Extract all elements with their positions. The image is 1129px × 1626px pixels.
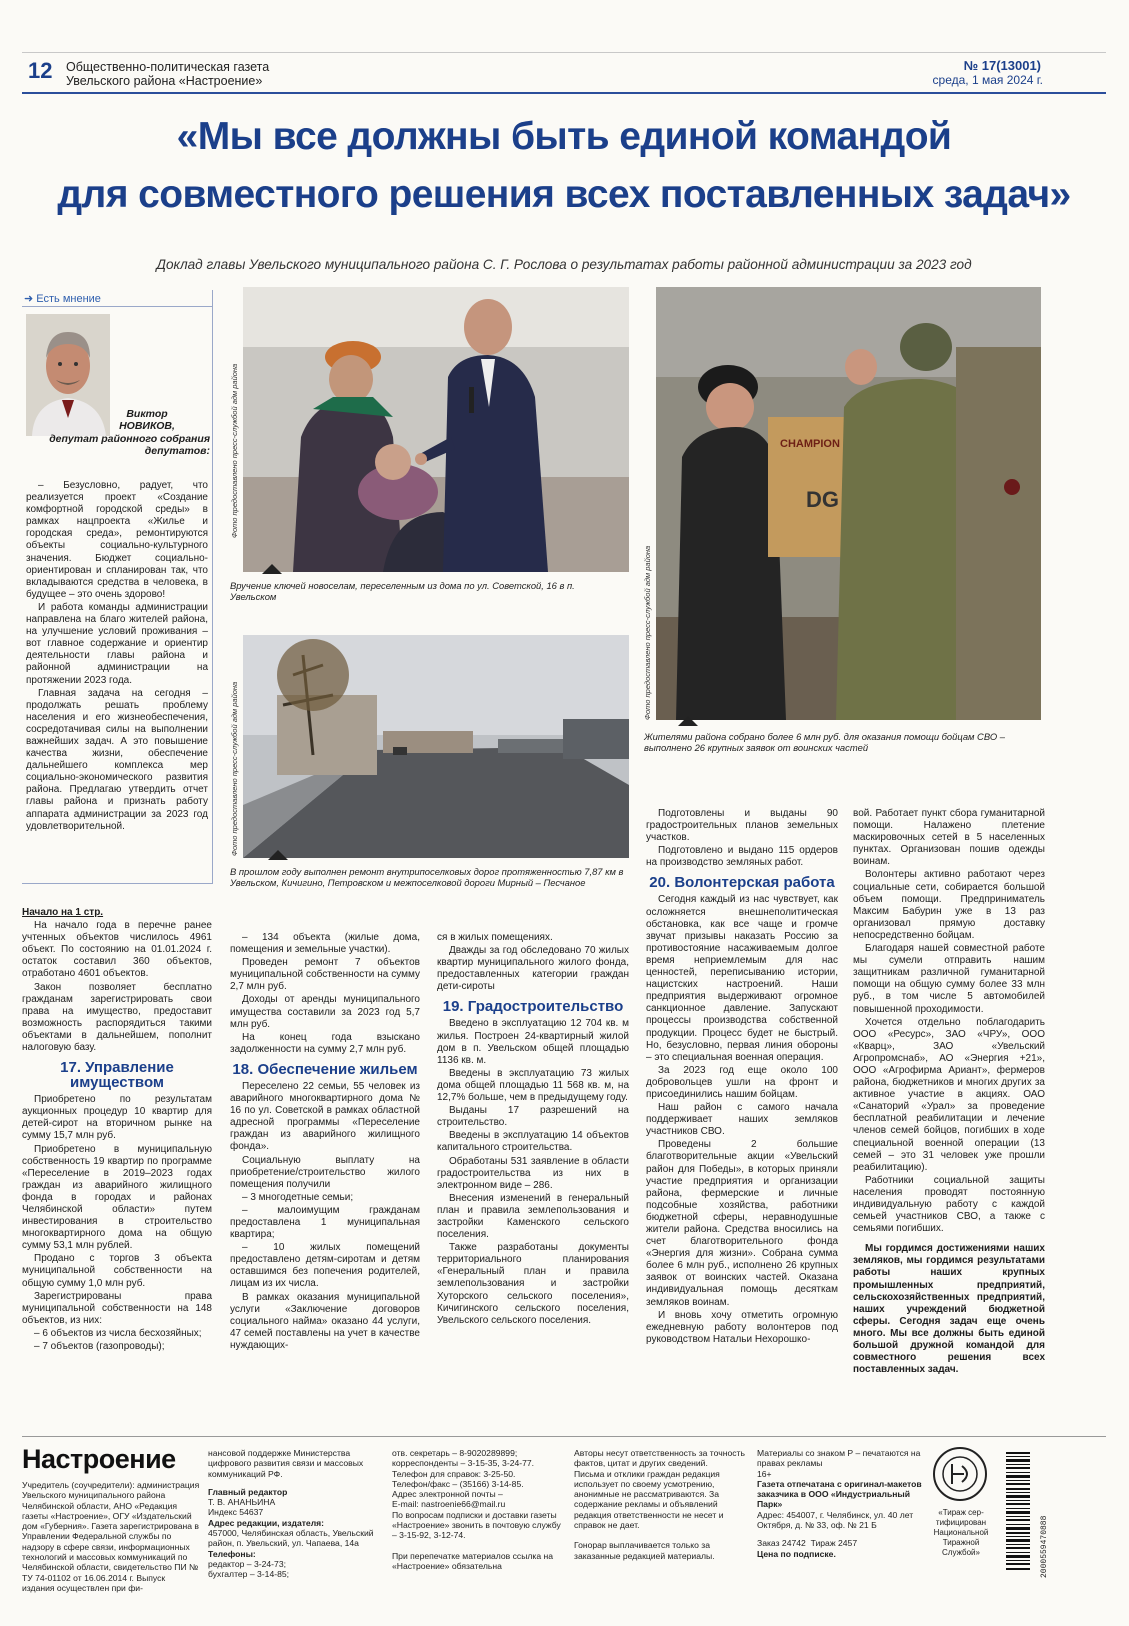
- footer-legal: [574, 1448, 746, 1561]
- order-circulation: Заказ 24742 Тираж 2457: [757, 1538, 858, 1549]
- text-paragraph: вой. Работает пункт сбора гуманитарной помощи. Налажено плетение маскировочных сетей в 5 населенных пунктах. Организован пошив одежды воинам.: [853, 808, 1045, 868]
- opinion-rubric-label: Есть мнение: [36, 293, 101, 305]
- price: Цена по подписке.: [757, 1548, 836, 1559]
- author-name: [102, 408, 192, 432]
- opinion-paragraph: И работа команды администрации направлена на благо жителей района, на улучшение условий проживания – вот главное содержание и ориентир деятельности главы района и районной администрации на протяжении 2023 года.: [26, 601, 208, 686]
- phone-correspondents: корреспонденты – 3-15-35, 3-24-77.: [392, 1458, 535, 1469]
- issue-date: среда, 1 мая 2024 г.: [932, 73, 1043, 87]
- text-paragraph: Приобретено по результатам аукционных процедур 10 квартир для детей-сирот на вторичном рынке на сумму 15,7 млн руб.: [22, 1094, 212, 1142]
- section-heading-20: 20. Волонтерская работа: [649, 874, 835, 892]
- author-role: депутат районного собрания депутатов:: [49, 433, 210, 457]
- section-heading-17: 17. Управление имуществом: [60, 1059, 174, 1092]
- section-heading-18: 18. Обеспечение жильем: [232, 1060, 418, 1078]
- footer-support: нансовой поддержке Министерства цифрового развития связи и массовых коммуникаций РФ.: [208, 1448, 364, 1479]
- barcode-number: 2000559470888: [1040, 1515, 1049, 1578]
- text-paragraph: Сегодня каждый из нас чувствует, как осложняется внешнеполитическая обстановка, как все чаще и громче звучат призывы наказать Россию за противостояние насаживаемым долгое время неприемлемым для нас ценностей, переписыванию истории, нацистских настроений. Наши предприятия выдерживают огромное санкционное давление. Запускают процессы производства собственной продукции. Процесс будет не быстрый. Но, безусловно, первая линия обороны – это специальная военная операция.: [646, 894, 838, 1063]
- box-label: CHAMPION: [780, 438, 840, 450]
- text-paragraph: Введены в эксплуатацию 14 объектов капитального строительства.: [437, 1130, 629, 1154]
- email-label: Адрес электронной почты –: [392, 1489, 503, 1500]
- editor-name: Т. В. АНАНЬИНА: [208, 1497, 276, 1508]
- address-label: Адрес редакции, издателя:: [208, 1517, 325, 1528]
- text-paragraph: – малоимущим гражданам предоставлена 1 муниципальная квартира;: [230, 1204, 420, 1241]
- text-paragraph: Выданы 17 разрешений на строительство.: [437, 1105, 629, 1129]
- caption-marker-icon: [262, 564, 282, 574]
- text-paragraph: Хочется отдельно поблагодарить ООО «Ресурс», ЗАО «ЧРУ», ООО «Кварц», ЗАО «Увельский Агропромснаб», АО «Энергия +21», ООО «Агрофирма Ариант», фермеров района, бюджетников и многих других за активное участие в акциях. ОАО «Санаторий «Урал» за проведение бесплатной реабилитации и лечение членов семей бойцов, погибших в ходе специальной военной операции (13 семей – это 31 человек уже прошли реабилитацию).: [853, 1016, 1045, 1173]
- headline: [22, 108, 1106, 224]
- text-paragraph: Продано с торгов 3 объекта муниципальной собственности на общую сумму 1,0 млн руб.: [22, 1253, 212, 1289]
- certification-text: [928, 1508, 994, 1558]
- section-heading-19: 19. Градостроительство: [442, 998, 624, 1016]
- print-address: Адрес: 454007, г. Челябинск, ул. 40 лет Октября, д. № 33, оф. № 21 Б: [757, 1509, 914, 1531]
- column-4: [646, 808, 838, 1347]
- header-rule-top: [22, 52, 1106, 53]
- cert-line: Службой»: [942, 1548, 980, 1557]
- text-paragraph: Обработаны 531 заявление в области градостроительства из них в электронном виде – 286.: [437, 1155, 629, 1191]
- headline-line1: «Мы все должны быть единой командой: [176, 115, 952, 158]
- opinion-text: [26, 480, 208, 834]
- text-paragraph: Также разработаны документы территориального планирования «Генеральный план и правила землепользования и застройки Хуторского сельского поселения», Кичигинского сельского поселения, Увельского сельского поселения.: [437, 1242, 629, 1326]
- text-paragraph: – 6 объектов из числа бесхозяйных;: [34, 1327, 202, 1339]
- photo-volunteers: [656, 287, 1041, 720]
- text-paragraph: В рамках оказания муниципальной услуги «Заключение договоров социального найма» оказано 44 услуги, 47 семей поставлены на учет в качестве нуждающих-: [230, 1291, 420, 1351]
- text-paragraph: Введены в эксплуатацию 73 жилых дома общей площадью 11 568 кв. м, на 12,7% больше, чем в предыдущему году.: [437, 1067, 629, 1104]
- phone-accountant: бухгалтер – 3-14-85;: [208, 1569, 290, 1580]
- letters-notice: Письма и отклики граждан редакция использует по своему усмотрению, анонимные не рассматриваются. За содержание рекламы и объявлений редакция ответственности не несет и справок не дает.: [574, 1468, 724, 1531]
- phone-info: Телефон для справок: 3-25-50.: [392, 1468, 516, 1479]
- photo-caption-3: Жителями района собрано более 6 млн руб. для оказания помощи бойцам СВО – выполнено 26 крупных заявок от воинских частей: [644, 731, 1005, 753]
- age-rating: 16+: [757, 1468, 772, 1479]
- opinion-paragraph: – Безусловно, радует, что реализуется проект «Создание комфортной городской среды» в рамках нацпроекта «Жилье и городская среда», ремонтируются объекты социально-культурного значения. Бюджет социально-ориентирован и спланирован так, что вкладываются средства в человека, в будущее – это очень здорово!: [26, 480, 208, 600]
- opinion-rule: [22, 306, 212, 307]
- footer-print: [757, 1448, 923, 1559]
- index: Индекс 54637: [208, 1507, 264, 1518]
- headline-subtitle: Доклад главы Увельского муниципального района С. Г. Рослова о результатах работы районной администрации за 2023 год: [156, 257, 972, 272]
- phone-fax: Телефон/факс – (35166) 3-14-85.: [392, 1478, 524, 1489]
- subscription-info: По вопросам подписки и доставки газеты «Настроение» звонить в почтовую службу – 3-15-92, 3-12-74.: [392, 1509, 561, 1541]
- phone-editor: редактор – 3-24-73;: [208, 1558, 286, 1569]
- text-paragraph: Дважды за год обследовано 70 жилых квартир муниципального жилого фонда, предоставленных категории граждан дети-сироты: [437, 945, 629, 993]
- headline-line2: для совместного решения всех поставленных задач»: [57, 173, 1071, 216]
- editor-label: Главный редактор: [208, 1486, 288, 1497]
- photo-credit-2: Фото предоставлено пресс-службой адм района: [230, 681, 239, 856]
- circulation-seal-icon: [932, 1446, 988, 1502]
- column-3: [437, 932, 629, 1328]
- publication-line1: Общественно-политическая газета: [66, 60, 270, 74]
- masthead-logo: Настроение: [22, 1444, 176, 1474]
- arrow-right-icon: ➜: [24, 293, 37, 305]
- barcode: [1004, 1448, 1042, 1578]
- author-portrait: [26, 314, 110, 436]
- text-paragraph: Волонтеры активно работают через социальные сети, собирается большой объем помощи. Предприниматель Максим Бабурин уже в 13 раз организовал прямую доставку непосредственно бойцам.: [853, 869, 1045, 941]
- cert-line: Национальной: [933, 1528, 989, 1537]
- author-first-name: Виктор: [126, 408, 168, 420]
- issue-number: № 17(13001): [963, 58, 1041, 73]
- text-paragraph: – 10 жилых помещений предоставлено детям-сиротам и детям оставшимся без попечения родителей, лицам из их числа.: [230, 1242, 420, 1290]
- text-paragraph: Внесения изменений в генеральный план и правила землепользования и застройки Каменского сельского поселения.: [437, 1192, 629, 1241]
- text-paragraph: Наш район с самого начала поддерживает наших земляков участников СВО.: [646, 1102, 838, 1138]
- photo-credit-1: Фото предоставлено пресс-службой адм района: [230, 363, 239, 538]
- text-paragraph: За 2023 год еще около 100 добровольцев ушли на фронт и присоединились нашим бойцам.: [646, 1064, 838, 1100]
- text-paragraph: На начало года в перечне ранее учтенных объектов числилось 4961 объект. По состоянию на 01.01.2024 г. остаток составил 360 объектов, отработано 4601 объектов.: [22, 920, 212, 980]
- photo-credit-3: Фото предоставлено пресс-службой адм района: [643, 545, 652, 720]
- email-link[interactable]: E-mail: nastroenie66@mail.ru: [392, 1499, 506, 1510]
- text-paragraph: Подготовлены и выданы 90 градостроительных планов земельных участков.: [646, 808, 838, 844]
- photo-keys-ceremony: [243, 287, 629, 572]
- publication-name: [66, 60, 269, 88]
- photo-road: [243, 635, 629, 858]
- photo-caption-2: В прошлом году выполнен ремонт внутрипоселковых дорог протяженностью 7,87 км в Увельском, Кичигино, Петровском и межпоселковой дороги Мирный – Песчаное: [230, 866, 624, 888]
- box-label-2: DG: [806, 487, 839, 512]
- header-rule: [22, 92, 1106, 94]
- text-paragraph: Введено в эксплуатацию 12 704 кв. м жилья. Построен 24-квартирный жилой дом в п. Увельском общей площадью 1136 кв. м.: [437, 1018, 629, 1066]
- cert-line: Тиражной: [942, 1538, 980, 1547]
- text-paragraph: Социальную выплату на приобретение/строительство жилого помещения получили: [230, 1154, 420, 1190]
- text-paragraph: Работники социальной защиты населения проводят постоянную индивидуальную работу с каждой семьей участников СВО, а также с семьями погибших.: [853, 1174, 1045, 1235]
- text-paragraph: Приобретено в муниципальную собственность 19 квартир по программе «Переселение в 2019–2023 годах граждан из аварийного жилищного фонда в городах и районах Челябинской области» путем инвестирования в строительство многоквартирного дома на общую сумму 53,1 млн рублей.: [22, 1143, 212, 1252]
- footer-founders: Учредитель (соучредители): администрация Увельского муниципального района Челябинской области, АНО «Редакция газеты «Настроение», ОГУ «Издательский дом «Губерния». Газета зарегистрирована в Управлении Федеральной службы по надзору в сфере связи, информационных технологий и массовых коммуникаций по Челябинской области, свидетельство ПИ № ТУ 74-01102 от 16.06.2014 г. Выпуск издания осуществлен при фи-: [22, 1480, 200, 1593]
- fee-notice: Гонорар выплачивается только за заказанные редакцией материалы.: [574, 1540, 715, 1561]
- text-paragraph: Подготовлено и выдано 115 ордеров на производство земляных работ.: [646, 845, 838, 869]
- footer-rule: [22, 1436, 1106, 1437]
- responsibility-notice: Авторы несут ответственность за точность фактов, цитат и других сведений.: [574, 1448, 745, 1469]
- column-1: [22, 907, 212, 1354]
- footer-contacts: [392, 1448, 564, 1571]
- text-paragraph: И вновь хочу отметить огромную ежедневную работу волонтеров под руководством Натальи Нехорошко-: [646, 1309, 838, 1345]
- phones-label: Телефоны:: [208, 1548, 256, 1559]
- cert-line: «Тираж сер-: [938, 1508, 984, 1517]
- text-paragraph: ся в жилых помещениях.: [437, 932, 553, 943]
- text-paragraph: Переселено 22 семьи, 55 человек из аварийного многоквартирного дома № 16 по ул. Советской в рамках областной адресной программы «Переселение граждан из аварийного жилищного фонда».: [230, 1080, 420, 1153]
- caption-marker-icon: [268, 850, 288, 860]
- ads-notice: Материалы со знаком Р – печатаются на правах рекламы: [757, 1448, 921, 1469]
- opinion-rubric: [24, 292, 101, 305]
- text-paragraph: Проведены 2 большие благотворительные акции «Увельский район для Победы», в которых приняли участие предприятия и организации района, фермерские и личные подсобные хозяйства, работники бюджетной сферы, неравнодушные жители района. Средства вносились на счет благотворительного фонда «Энергия для жизни». Собрана сумма более 6 млн руб., исполнено 26 крупных заявок от воинских частей. Оказана индивидуальная помощь десяткам земляков воинам.: [646, 1139, 838, 1308]
- photo-caption-1: Вручение ключей новоселам, переселенным из дома по ул. Советской, 16 в п. Увельском: [230, 580, 575, 602]
- text-paragraph: – 7 объектов (газопроводы);: [34, 1341, 165, 1352]
- text-paragraph: Благодаря нашей совместной работе мы сумели отправить нашим защитникам различной гуманитарной помощи на общую сумму более 33 млн руб., в том числе 5 автомобилей повышенной проходимости.: [853, 943, 1045, 1015]
- cert-line: тифицирован: [935, 1518, 987, 1527]
- opinion-paragraph: Главная задача на сегодня – продолжать решать проблему населения и его жизнеобеспечения, сосредотачивая силы на выполнении важнейших задач. А это повышение качества жизни, обеспечение дальнейшего комплекса мер социально-экономического развития района. Предлагаю утвердить отчет главы района и признать работу аппарата администрации за 2023 год удовлетворительной.: [26, 687, 208, 832]
- column-2: [230, 932, 420, 1353]
- address: 457000, Челябинская область, Увельский район, п. Увельский, ул. Чапаева, 14а: [208, 1528, 374, 1549]
- text-paragraph: Закон позволяет бесплатно гражданам зарегистрировать свои права на имущество, предоставит возможность распорядиться такими объектами в дальнейшем, пополнит налоговую базу.: [22, 981, 212, 1054]
- text-paragraph: – 3 многодетные семьи;: [242, 1191, 354, 1203]
- phone-secretary: отв. секретарь – 8-9020289899;: [392, 1448, 518, 1458]
- author-surname: НОВИКОВ,: [119, 420, 175, 432]
- text-paragraph: Зарегистрированы права муниципальной собственности на 148 объектов, из них:: [22, 1290, 212, 1326]
- publication-line2: Увельского района «Настроение»: [66, 74, 263, 88]
- closing-statement: Мы гордимся достижениями наших земляков, мы гордимся результатами работы наших крупных промышленных предприятий, сельскохозяйственных предприятий, наших учреждений бюджетной сферы. Сегодня задач еще очень много. Мы все должны быть единой большой дружной командой для совместного решения всех поставленных задач.: [853, 1243, 1045, 1376]
- page-number: 12: [28, 58, 53, 83]
- column-5: [853, 808, 1045, 1377]
- text-paragraph: – 134 объекта (жилые дома, помещения и земельные участки).: [230, 932, 420, 956]
- text-paragraph: На конец года взыскано задолженности на сумму 2,7 млн руб.: [230, 1031, 420, 1055]
- reprint-notice: При перепечатке материалов ссылка на «Настроение» обязательна: [392, 1550, 554, 1571]
- printed-at: Газета отпечатана с оригинал-макетов заказчика в ООО «Индустриальный Парк»: [757, 1478, 922, 1510]
- opinion-box: [22, 290, 213, 884]
- continuation-label: Начало на 1 стр.: [22, 907, 104, 918]
- caption-marker-icon: [678, 716, 698, 726]
- text-paragraph: Проведен ремонт 7 объектов муниципальной собственности на сумму 2,7 млн руб.: [230, 957, 420, 993]
- footer-editorial: [208, 1448, 386, 1580]
- text-paragraph: Доходы от аренды муниципального имущества составили за 2023 год 5,7 млн руб.: [230, 994, 420, 1030]
